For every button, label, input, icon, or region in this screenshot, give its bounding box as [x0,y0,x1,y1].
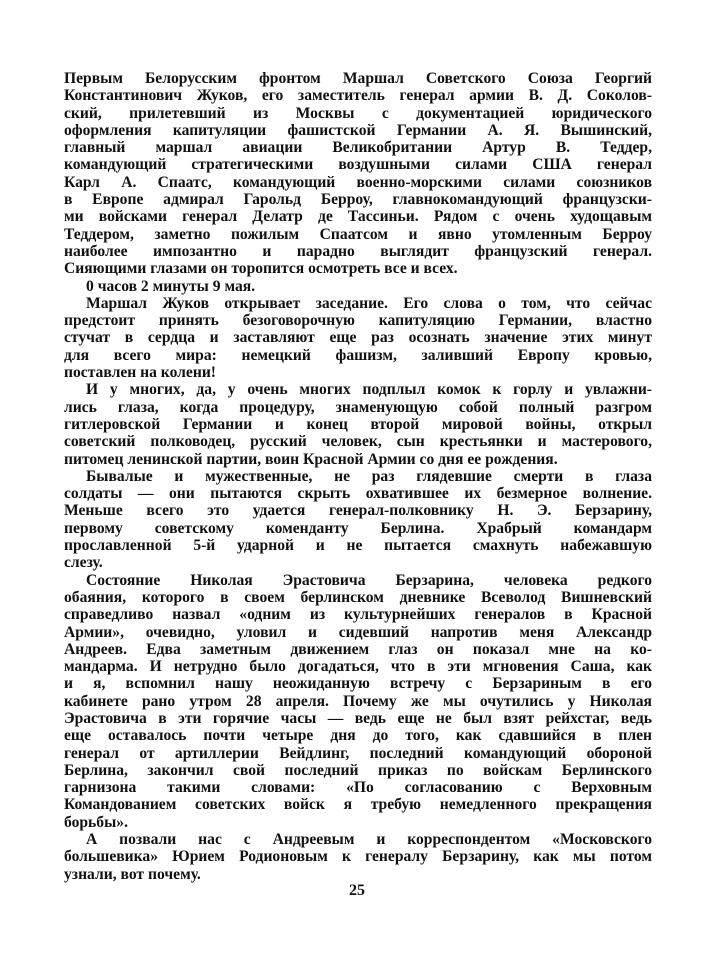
text-line: советский полководец, русский человек, сын крестьянки и мастерового, [64,433,652,451]
text-line: командующий стратегическими воздушными силами США генерал [64,156,652,174]
text-line: гитлеровской Германии и конец второй мировой войны, открыл [64,415,652,433]
text-line: Теддером, заметно пожилым Спаатсом и явно утомленным Берроу [64,225,652,243]
text-line: мандарма. И нетрудно было догадаться, что в эти мгновения Саша, как [64,658,652,676]
text-line: лись глаза, когда процедуру, знаменующую собой полный разгром [64,398,652,416]
text-line: стучат в сердца и заставляют еще раз осознать значение этих минут [64,329,652,347]
text-line: Командованием советских войск я требую немедленного прекращения [64,796,652,814]
text-line: слезу. [64,554,103,572]
text-line: Первым Белорусским фронтом Маршал Советского Союза Георгий [64,70,652,87]
text-line: кабинете рано утром 28 апреля. Почему же мы очутились у Николая [64,692,652,710]
text-line: генерал от артиллерии Вейдлинг, последний командующий обороной [64,744,652,762]
text-line: узнали, вот почему. [64,865,201,883]
text-line: солдаты — они пытаются скрыть охватившее их безмерное волнение. [64,485,652,503]
text-line: первому советскому коменданту Берлина. Храбрый командарм [64,519,652,537]
text-line: оформления капитуляции фашистской Германии А. Я. Вышинский, [64,121,652,139]
text-line: ский, прилетевший из Москвы с документацией юридического [64,104,652,122]
text-line: питомец ленинской партии, воин Красной Армии со дня ее рождения. [64,450,558,468]
text-line: Андреев. Едва заметным движением глаз он показал мне на ко- [64,640,652,658]
body-text [64,70,652,883]
text-line: 0 часов 2 минуты 9 мая. [86,277,256,295]
text-line: Армии», очевидно, уловил и сидевший напротив меня Александр [64,623,652,641]
text-line: Меньше всего это удается генерал-полковнику Н. Э. Берзарину, [64,502,652,520]
text-line: гарнизона такими словами: «По согласованию с Верховным [64,779,652,797]
text-line: прославленной 5-й ударной и не пытается смахнуть набежавшую [64,537,652,555]
text-line: Карл А. Спаатс, командующий военно-морскими силами союзников [64,173,652,191]
text-line: Эрастовича в эти горячие часы — ведь еще не был взят рейхстаг, ведь [64,709,652,727]
text-line: Состояние Николая Эрастовича Берзарина, человека редкого [86,571,652,589]
text-line: поставлен на колени! [64,364,217,382]
text-line: главный маршал авиации Великобритании Артур В. Теддер, [64,139,652,157]
text-line: предстоит принять безоговорочную капитуляцию Германии, властно [64,312,652,330]
text-line: Константинович Жуков, его заместитель генерал армии В. Д. Соколов- [64,87,652,105]
text-line: для всего мира: немецкий фашизм, заливший Европу кровью, [64,346,652,364]
text-line: обаяния, которого в своем берлинском дневнике Всеволод Вишневский [64,588,652,606]
text-line: А позвали нас с Андреевым и корреспондентом «Московского [86,831,652,849]
text-line: наиболее импозантно и парадно выглядит французский генерал. [64,242,652,260]
text-line: Берлина, закончил свой последний приказ по войскам Берлинского [64,761,652,779]
text-line: борьбы». [64,813,128,831]
text-line: Сияющими глазами он торопится осмотреть все и всех. [64,260,458,278]
text-line: Бывалые и мужественные, не раз глядевшие смерти в глаза [86,467,652,485]
page-number: 25 [349,882,365,899]
text-line: и я, вспомнил нашу неожиданную встречу с Берзариным в его [64,675,652,693]
text-line: в Европе адмирал Гарольд Берроу, главнокомандующий французски- [64,191,652,209]
text-line: ми войсками генерал Делатр де Тассиньи. Рядом с очень худощавым [64,208,652,226]
text-line: Маршал Жуков открывает заседание. Его слова о том, что сейчас [86,294,652,312]
text-line: справедливо назвал «одним из культурнейших генералов в Красной [64,606,652,624]
text-line: еще оставалось почти четыре дня до того, как сдавшийся в плен [64,727,652,745]
text-line: большевика» Юрием Родионовым к генералу Берзарину, как мы потом [64,848,652,866]
text-line: И у многих, да, у очень многих подплыл комок к горлу и увлажни- [86,381,652,399]
